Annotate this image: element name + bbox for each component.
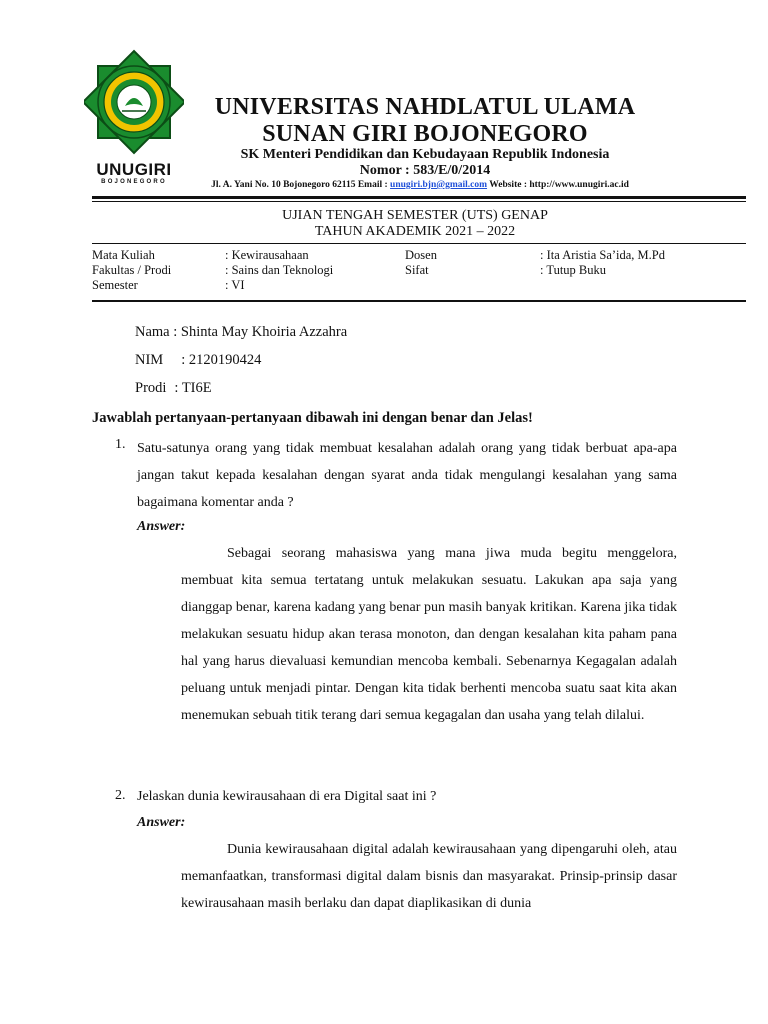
meta-row-mata-kuliah	[0, 248, 768, 264]
student-prodi	[135, 380, 212, 397]
question-2-number: 2.	[115, 788, 126, 803]
student-name: Nama : Shinta May Khoiria Azzahra	[135, 324, 348, 340]
exam-title-line2: TAHUN AKADEMIK 2021 – 2022	[314, 224, 516, 239]
question-1-answer-label: Answer:	[137, 519, 186, 534]
instruction: Jawablah pertanyaan-pertanyaan dibawah ini dengan benar dan Jelas!	[92, 410, 533, 426]
nim-value: : 2120190424	[181, 352, 262, 368]
question-2-answer: Dunia kewirausahaan digital adalah kewirausahaan yang dipengaruhi oleh, atau memanfaatkan, transformasi digital dalam bisnis dan masyarakat. Prinsip-prinsip dasar kewirausahaan masih berlaku dan dapat diaplikasikan di dunia	[181, 842, 677, 911]
sk-line: SK Menteri Pendidikan dan Kebudayaan Republik Indonesia	[240, 147, 610, 162]
question-1-answer: Sebagai seorang mahasiswa yang mana jiwa muda begitu menggelora, membuat kita semua tertatang untuk melakukan sesuatu. Lakukan apa saja yang dianggap benar, karena kadang yang benar pun masih banyak kritikan. Karena jika tidak melakukan sesuatu hidup akan terasa monoton, dan dengan kesalahan kita paham pana hal yang harus dievaluasi kemundian mencoba kembali. Sebenarnya Kegagalan adalah peluang untuk menjadi pintar. Dengan kita tidak berhenti mencoba suatu saat kita akan menemukan sebuah titik terang dari semua kegagalan dan usaha yang telah dilalui.	[181, 546, 677, 723]
meta-row-semester	[0, 278, 768, 294]
email-link[interactable]: unugiri.bjn@gmail.com	[390, 180, 488, 190]
logo-wordmark: UNUGIRI	[96, 160, 172, 179]
fakultas-label: Fakultas / Prodi	[92, 263, 172, 277]
university-name-line2: SUNAN GIRI BOJONEGORO	[262, 121, 588, 147]
university-logo	[84, 44, 184, 190]
university-name-line1: UNIVERSITAS NAHDLATUL ULAMA	[214, 94, 636, 120]
dosen-value: : Ita Aristia Sa’ida, M.Pd	[540, 248, 665, 262]
nim-label: NIM	[135, 352, 164, 368]
address-text: Jl. A. Yani No. 10 Bojonegoro 62115 Email :	[211, 180, 391, 190]
question-1-number: 1.	[115, 437, 126, 452]
prodi-value: : TI6E	[174, 380, 212, 396]
nomor-line: Nomor : 583/E/0/2014	[359, 163, 491, 178]
course-meta	[0, 248, 768, 298]
question-1-text: Satu-satunya orang yang tidak membuat kesalahan adalah orang yang tidak berbuat apa-apa jangan takut kepada kesalahan dengan syarat anda tidak mengulangi kesalahan yang sama bagaimana komentar anda ?	[137, 441, 677, 510]
semester-value: : VI	[225, 278, 245, 292]
dosen-label: Dosen	[405, 248, 437, 262]
exam-divider	[92, 243, 746, 244]
mata-kuliah-value: : Kewirausahaan	[225, 248, 309, 262]
meta-divider	[92, 300, 746, 302]
exam-title-line1: UJIAN TENGAH SEMESTER (UTS) GENAP	[282, 208, 548, 223]
student-nim	[135, 352, 261, 369]
header-divider-thick	[92, 196, 746, 199]
mata-kuliah-label: Mata Kuliah	[92, 248, 155, 262]
semester-label: Semester	[92, 278, 138, 292]
meta-row-fakultas	[0, 263, 768, 279]
website-text: Website : http://www.unugiri.ac.id	[487, 180, 629, 190]
prodi-label: Prodi	[135, 380, 167, 396]
question-2-text: Jelaskan dunia kewirausahaan di era Digital saat ini ?	[137, 789, 437, 804]
fakultas-value: : Sains dan Teknologi	[225, 263, 334, 277]
address-line	[160, 180, 680, 190]
question-2-answer-label: Answer:	[137, 815, 186, 830]
sifat-label: Sifat	[405, 263, 429, 277]
sifat-value: : Tutup Buku	[540, 263, 607, 277]
logo-subtext: BOJONEGORO	[101, 179, 167, 185]
header-divider-thin	[92, 201, 746, 202]
